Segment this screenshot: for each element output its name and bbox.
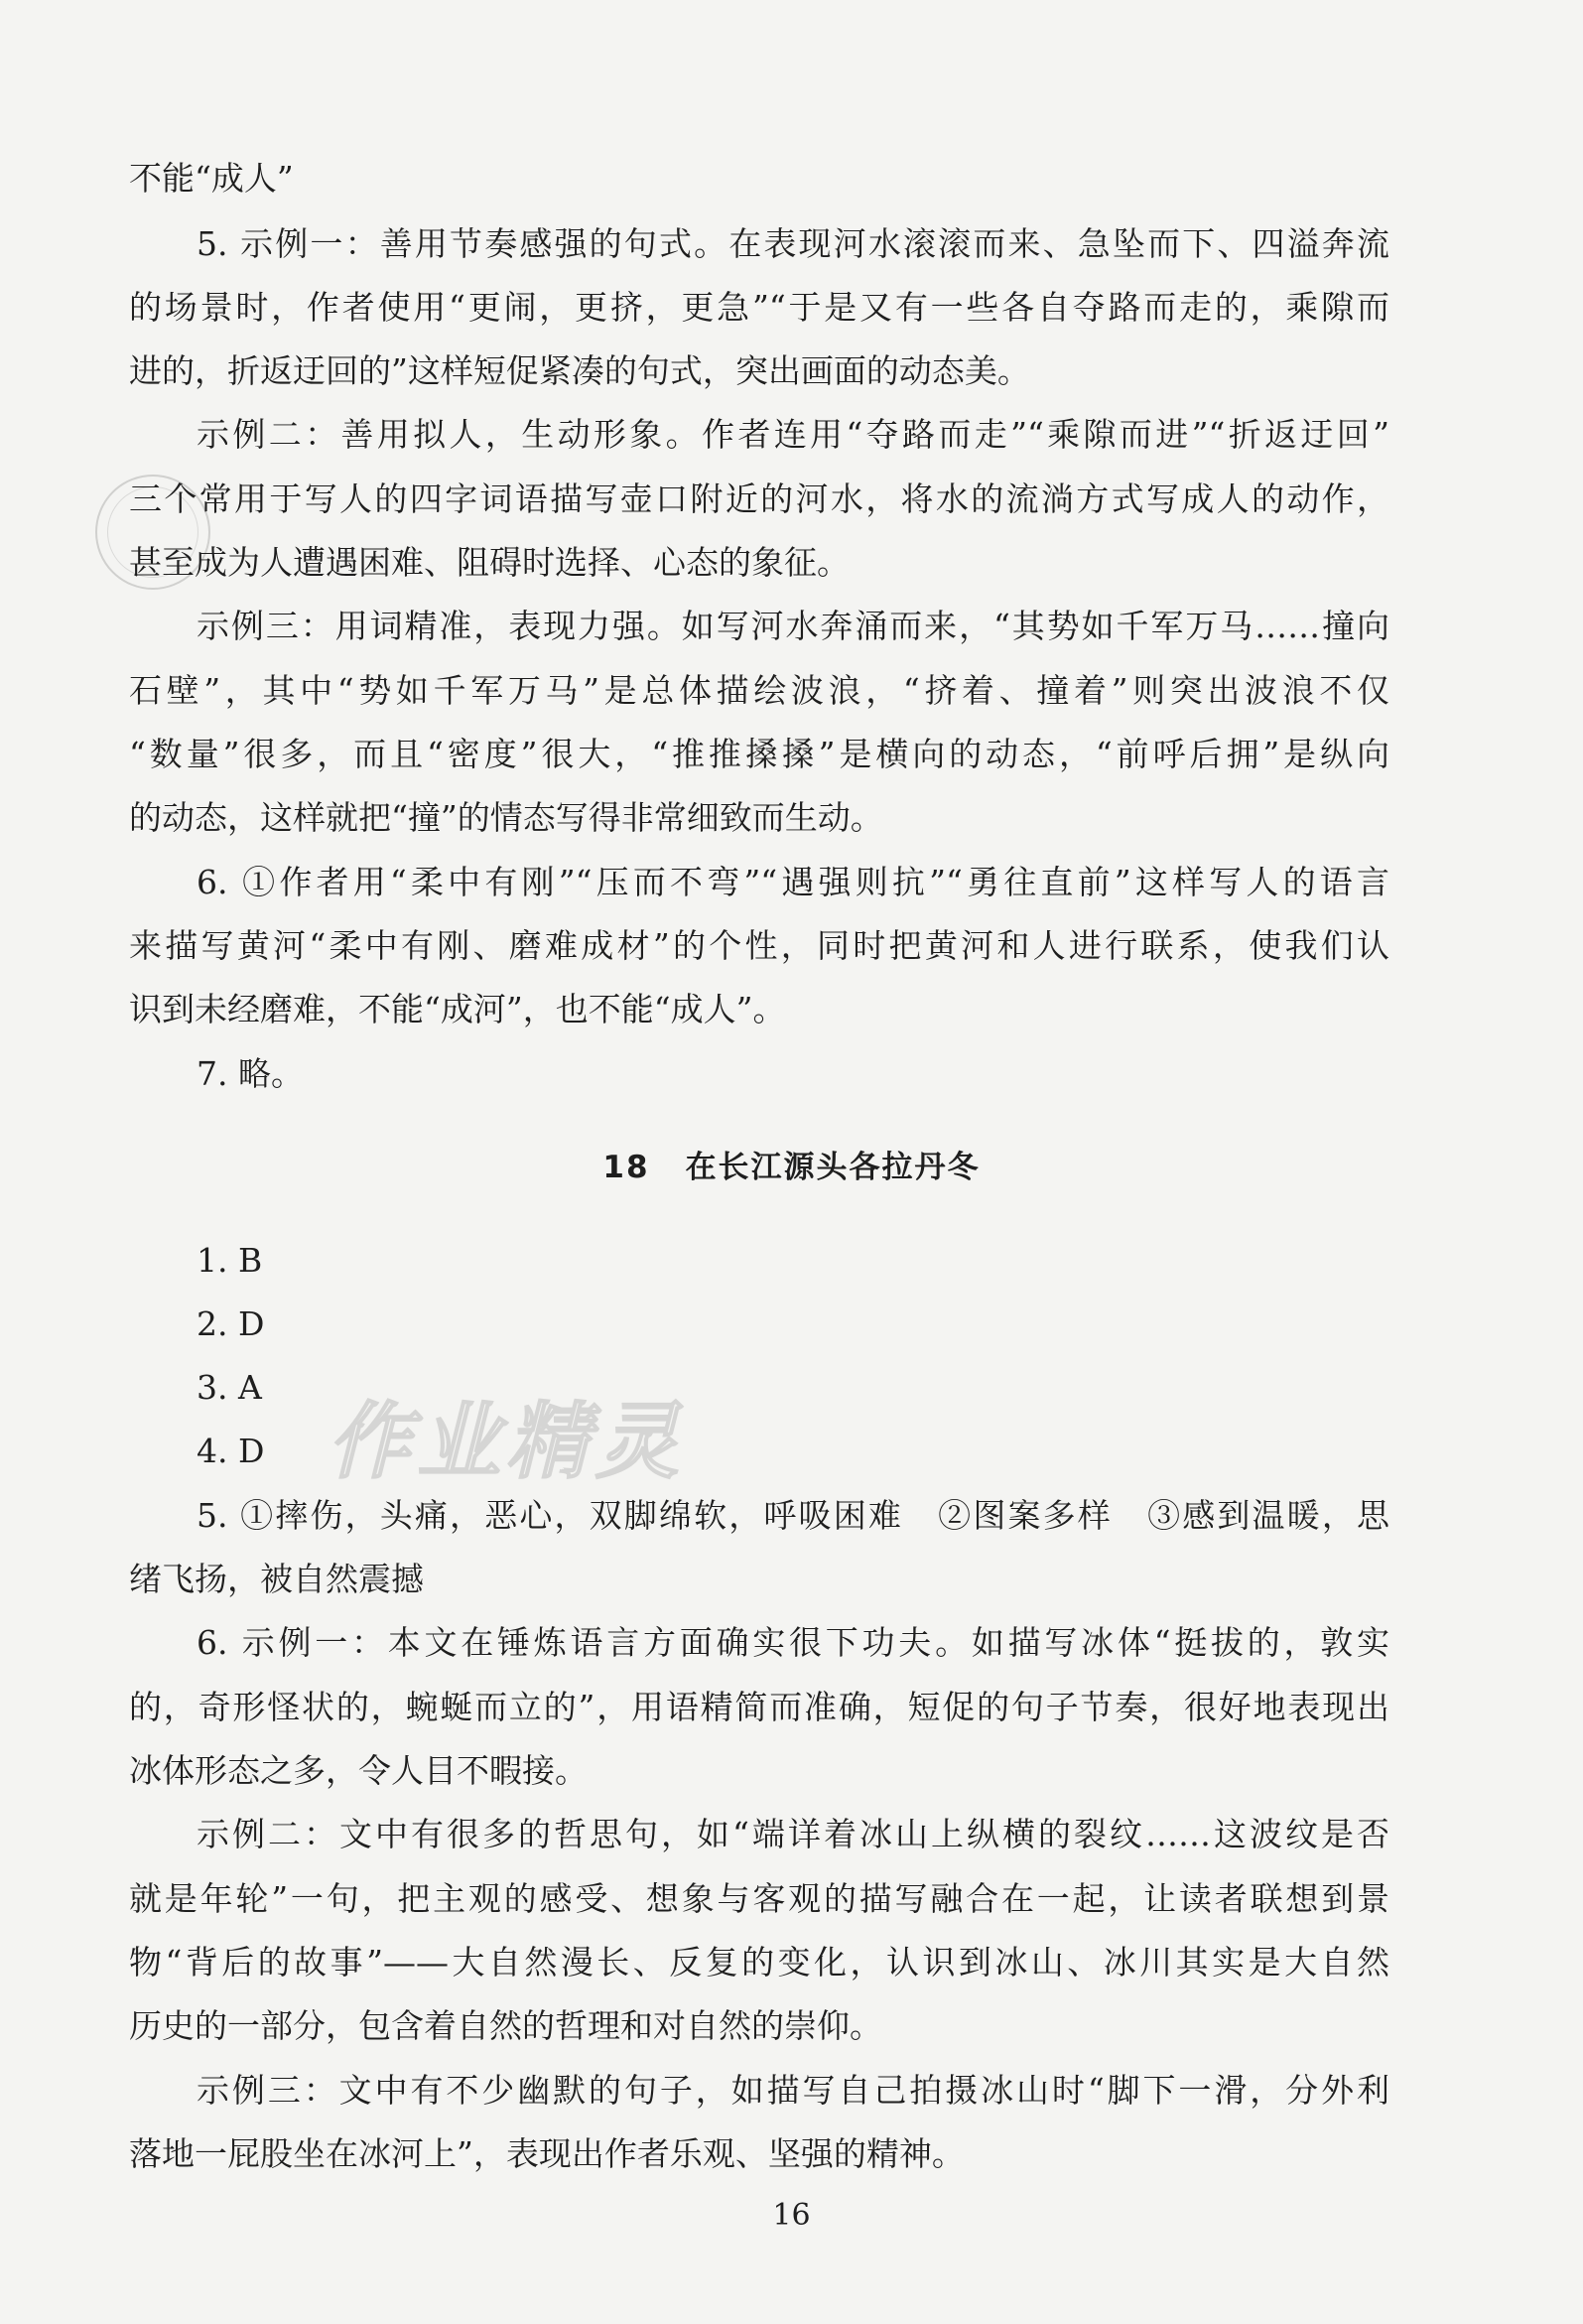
text-line: 6. ①作者用“柔中有刚”“压而不弯”“遇强则抗”“勇往直前”这样写人的语言 [197,863,1389,901]
section-heading [0,1146,1583,1189]
text-line: 5. 示例一：善用节奏感强的句式。在表现河水滚滚而来、急坠而下、四溢奔流 [197,224,1389,263]
text-line: 历史的一部分，包含着自然的哲理和对自然的崇仰。 [129,2006,882,2045]
text-line: 的动态，这样就把“撞”的情态写得非常细致而生动。 [129,798,883,837]
answer-item: 3. A [197,1368,262,1407]
text-line: 7. 略。 [197,1054,304,1093]
text-line: 示例二：善用拟人，生动形象。作者连用“夺路而走”“乘隙而进”“折返迂回” [197,415,1389,454]
answer-item: 2. D [197,1304,265,1343]
text-line: 物“背后的故事”——大自然漫长、反复的变化，认识到冰山、冰川其实是大自然 [129,1943,1389,1982]
text-line: 甚至成为人遭遇困难、阻碍时选择、心态的象征。 [129,543,850,582]
answer-item: 4. D [197,1432,265,1470]
text-line: 的场景时，作者使用“更闹，更挤，更急”“于是又有一些各自夺路而走的，乘隙而 [129,288,1389,327]
text-line: 示例三：用词精准，表现力强。如写河水奔涌而来，“其势如千军万马……撞向 [197,607,1389,645]
text-line: 不能“成人” [129,159,294,198]
text-line: 三个常用于写人的四字词语描写壶口附近的河水，将水的流淌方式写成人的动作， [129,479,1389,518]
text-line: “数量”很多，而且“密度”很大，“推推搡搡”是横向的动态，“前呼后拥”是纵向 [129,735,1389,773]
text-line: 进的，折返迂回的”这样短促紧凑的句式，突出画面的动态美。 [129,351,1030,390]
text-line: 冰体形态之多，令人目不暇接。 [129,1751,588,1790]
text-line: 的，奇形怪状的，蜿蜒而立的”，用语精简而准确，短促的句子节奏，很好地表现出 [129,1688,1389,1726]
watermark: 作业精灵 [328,1393,686,1490]
text-line: 5. ①摔伤，头痛，恶心，双脚绵软，呼吸困难 ②图案多样 ③感到温暖，思 [197,1496,1389,1535]
text-line: 6. 示例一：本文在锤炼语言方面确实很下功夫。如描写冰体“挺拔的，敦实 [197,1623,1389,1662]
text-line: 就是年轮”一句，把主观的感受、想象与客观的描写融合在一起，让读者联想到景 [129,1879,1389,1918]
text-line: 石壁”，其中“势如千军万马”是总体描绘波浪，“挤着、撞着”则突出波浪不仅 [129,671,1389,710]
page-number: 16 [772,2198,811,2233]
text-line: 示例三：文中有不少幽默的句子，如描写自己拍摄冰山时“脚下一滑，分外利 [197,2071,1389,2110]
text-line: 识到未经磨难，不能“成河”，也不能“成人”。 [129,990,786,1028]
answer-item: 1. B [197,1241,263,1280]
text-line: 落地一屁股坐在冰河上”，表现出作者乐观、坚强的精神。 [129,2134,965,2173]
section-title: 在长江源头各拉丹冬 [685,1150,981,1185]
text-line: 示例二：文中有很多的哲思句，如“端详着冰山上纵横的裂纹……这波纹是否 [197,1815,1389,1853]
text-line: 绪飞扬，被自然震撼 [129,1560,424,1598]
section-number: 18 [602,1150,650,1185]
text-line: 来描写黄河“柔中有刚、磨难成材”的个性，同时把黄河和人进行联系，使我们认 [129,926,1389,965]
